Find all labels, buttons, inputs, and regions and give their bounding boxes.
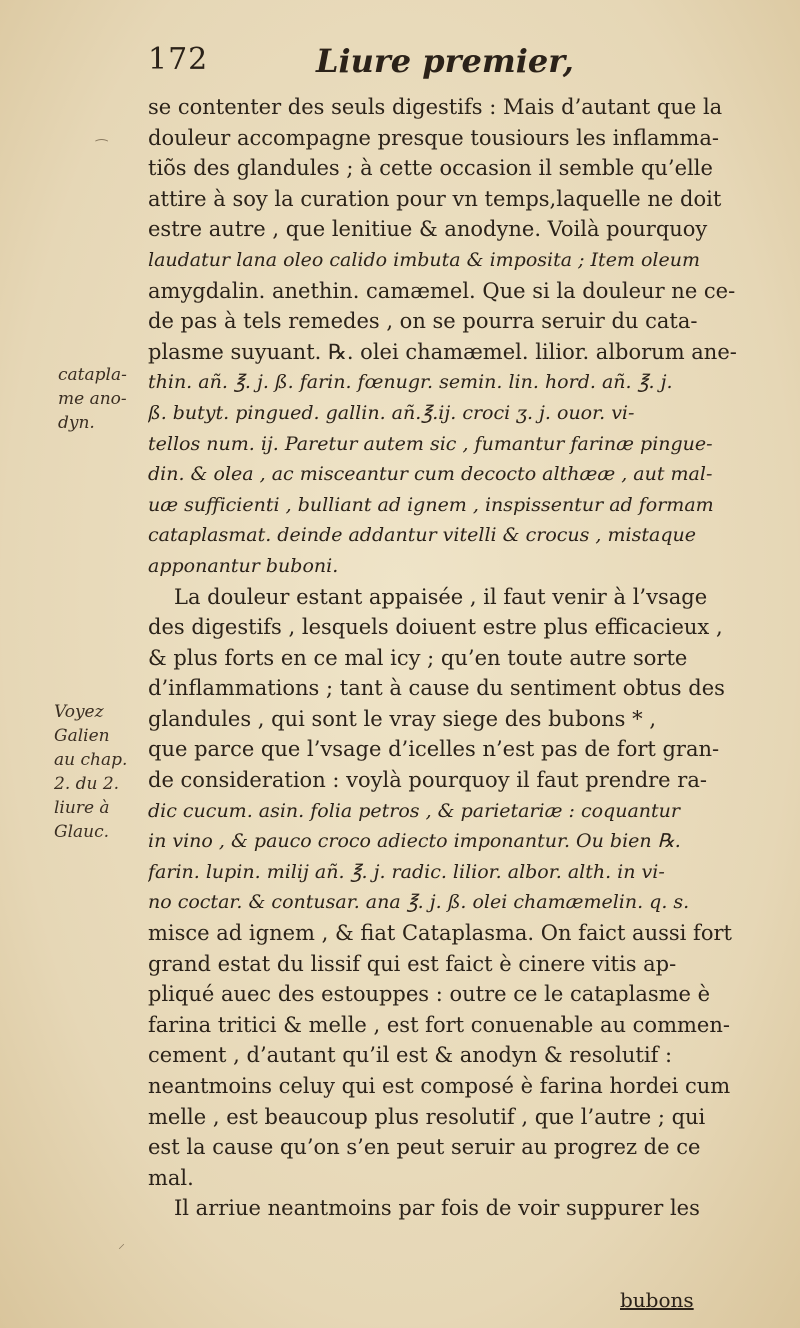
ink-speck: ⸝ (118, 1236, 125, 1252)
text-line: estre autre , que lenitiue & anodyne. Voilà pourquoy (148, 217, 708, 242)
text-line: tiõs des glandules ; à cette occasion il semble qu’elle (148, 156, 713, 181)
margin-note-line: Glauc. (54, 822, 110, 842)
text-line: & plus forts en ce mal icy ; qu’en toute autre sorte (148, 645, 688, 670)
text-line: farina tritici & melle , est fort conuenable au commen- (148, 1012, 730, 1037)
text-line: pliqué auec des estouppes : outre ce le cataplasme è (148, 982, 711, 1007)
text-line: douleur accompagne presque tousiours les inflamma- (148, 125, 719, 150)
text-line: thin. añ. ℥. j. ß. farin. fœnugr. semin. lin. hord. añ. ℥. j. (148, 371, 673, 394)
margin-note-line: au chap. (54, 750, 128, 770)
text-line: cement , d’autant qu’il est & anodyn & resolutif : (148, 1043, 673, 1068)
text-line: no coctar. & contusar. ana ℥. j. ß. olei chamæmelin. q. s. (148, 891, 690, 914)
text-line: tellos num. ij. Paretur autem sic , fumantur farinæ pingue- (148, 432, 713, 455)
text-line: d’inflammations ; tant à cause du sentiment obtus des (148, 676, 725, 701)
text-line: amygdalin. anethin. camæmel. Que si la douleur ne ce- (148, 278, 736, 303)
catchword: bubons (620, 1288, 694, 1312)
main-text (148, 92, 778, 1224)
text-line: in vino , & pauco croco adiecto imponantur. Ou bien ℞. (148, 830, 681, 853)
margin-note-line: Galien (54, 726, 110, 746)
text-line: misce ad ignem , & fiat Cataplasma. On faict aussi fort (148, 921, 732, 946)
page-number: 172 (148, 42, 209, 77)
text-line: grand estat du lissif qui est faict è cinere vitis ap- (148, 951, 677, 976)
text-line: melle , est beaucoup plus resolutif , que l’autre ; qui (148, 1104, 706, 1129)
margin-note-line: liure à (54, 798, 110, 818)
margin-note-line: catapla- (58, 365, 127, 385)
text-line: attire à soy la curation pour vn temps,laquelle ne doit (148, 186, 722, 211)
text-line: apponantur buboni. (148, 554, 339, 577)
text-line: plasme suyuant. ℞. olei chamæmel. lilior. alborum ane- (148, 339, 737, 364)
text-line: laudatur lana oleo calido imbuta & imposita ; Item oleum (148, 248, 701, 271)
margin-note-cataplasme (58, 363, 150, 435)
text-line: neantmoins celuy qui est composé è farina hordei cum (148, 1074, 731, 1098)
text-line: que parce que l’vsage d’icelles n’est pas de fort gran- (148, 737, 720, 762)
text-line: cataplasmat. deinde addantur vitelli & crocus , mistaque (148, 524, 696, 547)
text-line: est la cause qu’on s’en peut seruir au progrez de ce (148, 1135, 701, 1160)
margin-note-line: Voyez (54, 702, 104, 722)
text-line: uæ sufficienti , bulliant ad ignem , inspissentur ad formam (148, 493, 714, 516)
text-line: mal. (148, 1165, 194, 1190)
margin-note-line: dyn. (58, 413, 95, 433)
text-line: des digestifs , lesquels doiuent estre plus efficacieux , (148, 615, 723, 640)
text-line: farin. lupin. milij añ. ℥. j. radic. lilior. albor. alth. in vi- (148, 860, 665, 883)
margin-note-line: 2. du 2. (54, 774, 120, 794)
margin-note-line: me ano- (58, 389, 127, 409)
text-line: La douleur estant appaisée , il faut venir à l’vsage (174, 584, 708, 609)
page-header (148, 42, 778, 90)
ink-speck: ⁀ (96, 140, 108, 156)
text-line: de pas à tels remedes , on se pourra seruir du cata- (148, 309, 698, 334)
text-line: glandules , qui sont le vray siege des bubons * , (148, 706, 656, 731)
running-title: Liure premier, (316, 42, 574, 80)
text-line: din. & olea , ac misceantur cum decocto althææ , aut mal- (148, 463, 713, 486)
text-line: se contenter des seuls digestifs : Mais d’autant que la (148, 95, 723, 119)
text-line: Il arriue neantmoins par fois de voir suppurer les (174, 1196, 700, 1221)
text-line: de consideration : voylà pourquoy il faut prendre ra- (148, 768, 707, 793)
text-line: ß. butyt. pingued. gallin. añ.℥.ij. croci ʒ. j. ouor. vi- (148, 401, 635, 424)
margin-note-voyez (54, 700, 146, 844)
text-line: dic cucum. asin. folia petros , & parietariæ : coquantur (148, 799, 680, 822)
